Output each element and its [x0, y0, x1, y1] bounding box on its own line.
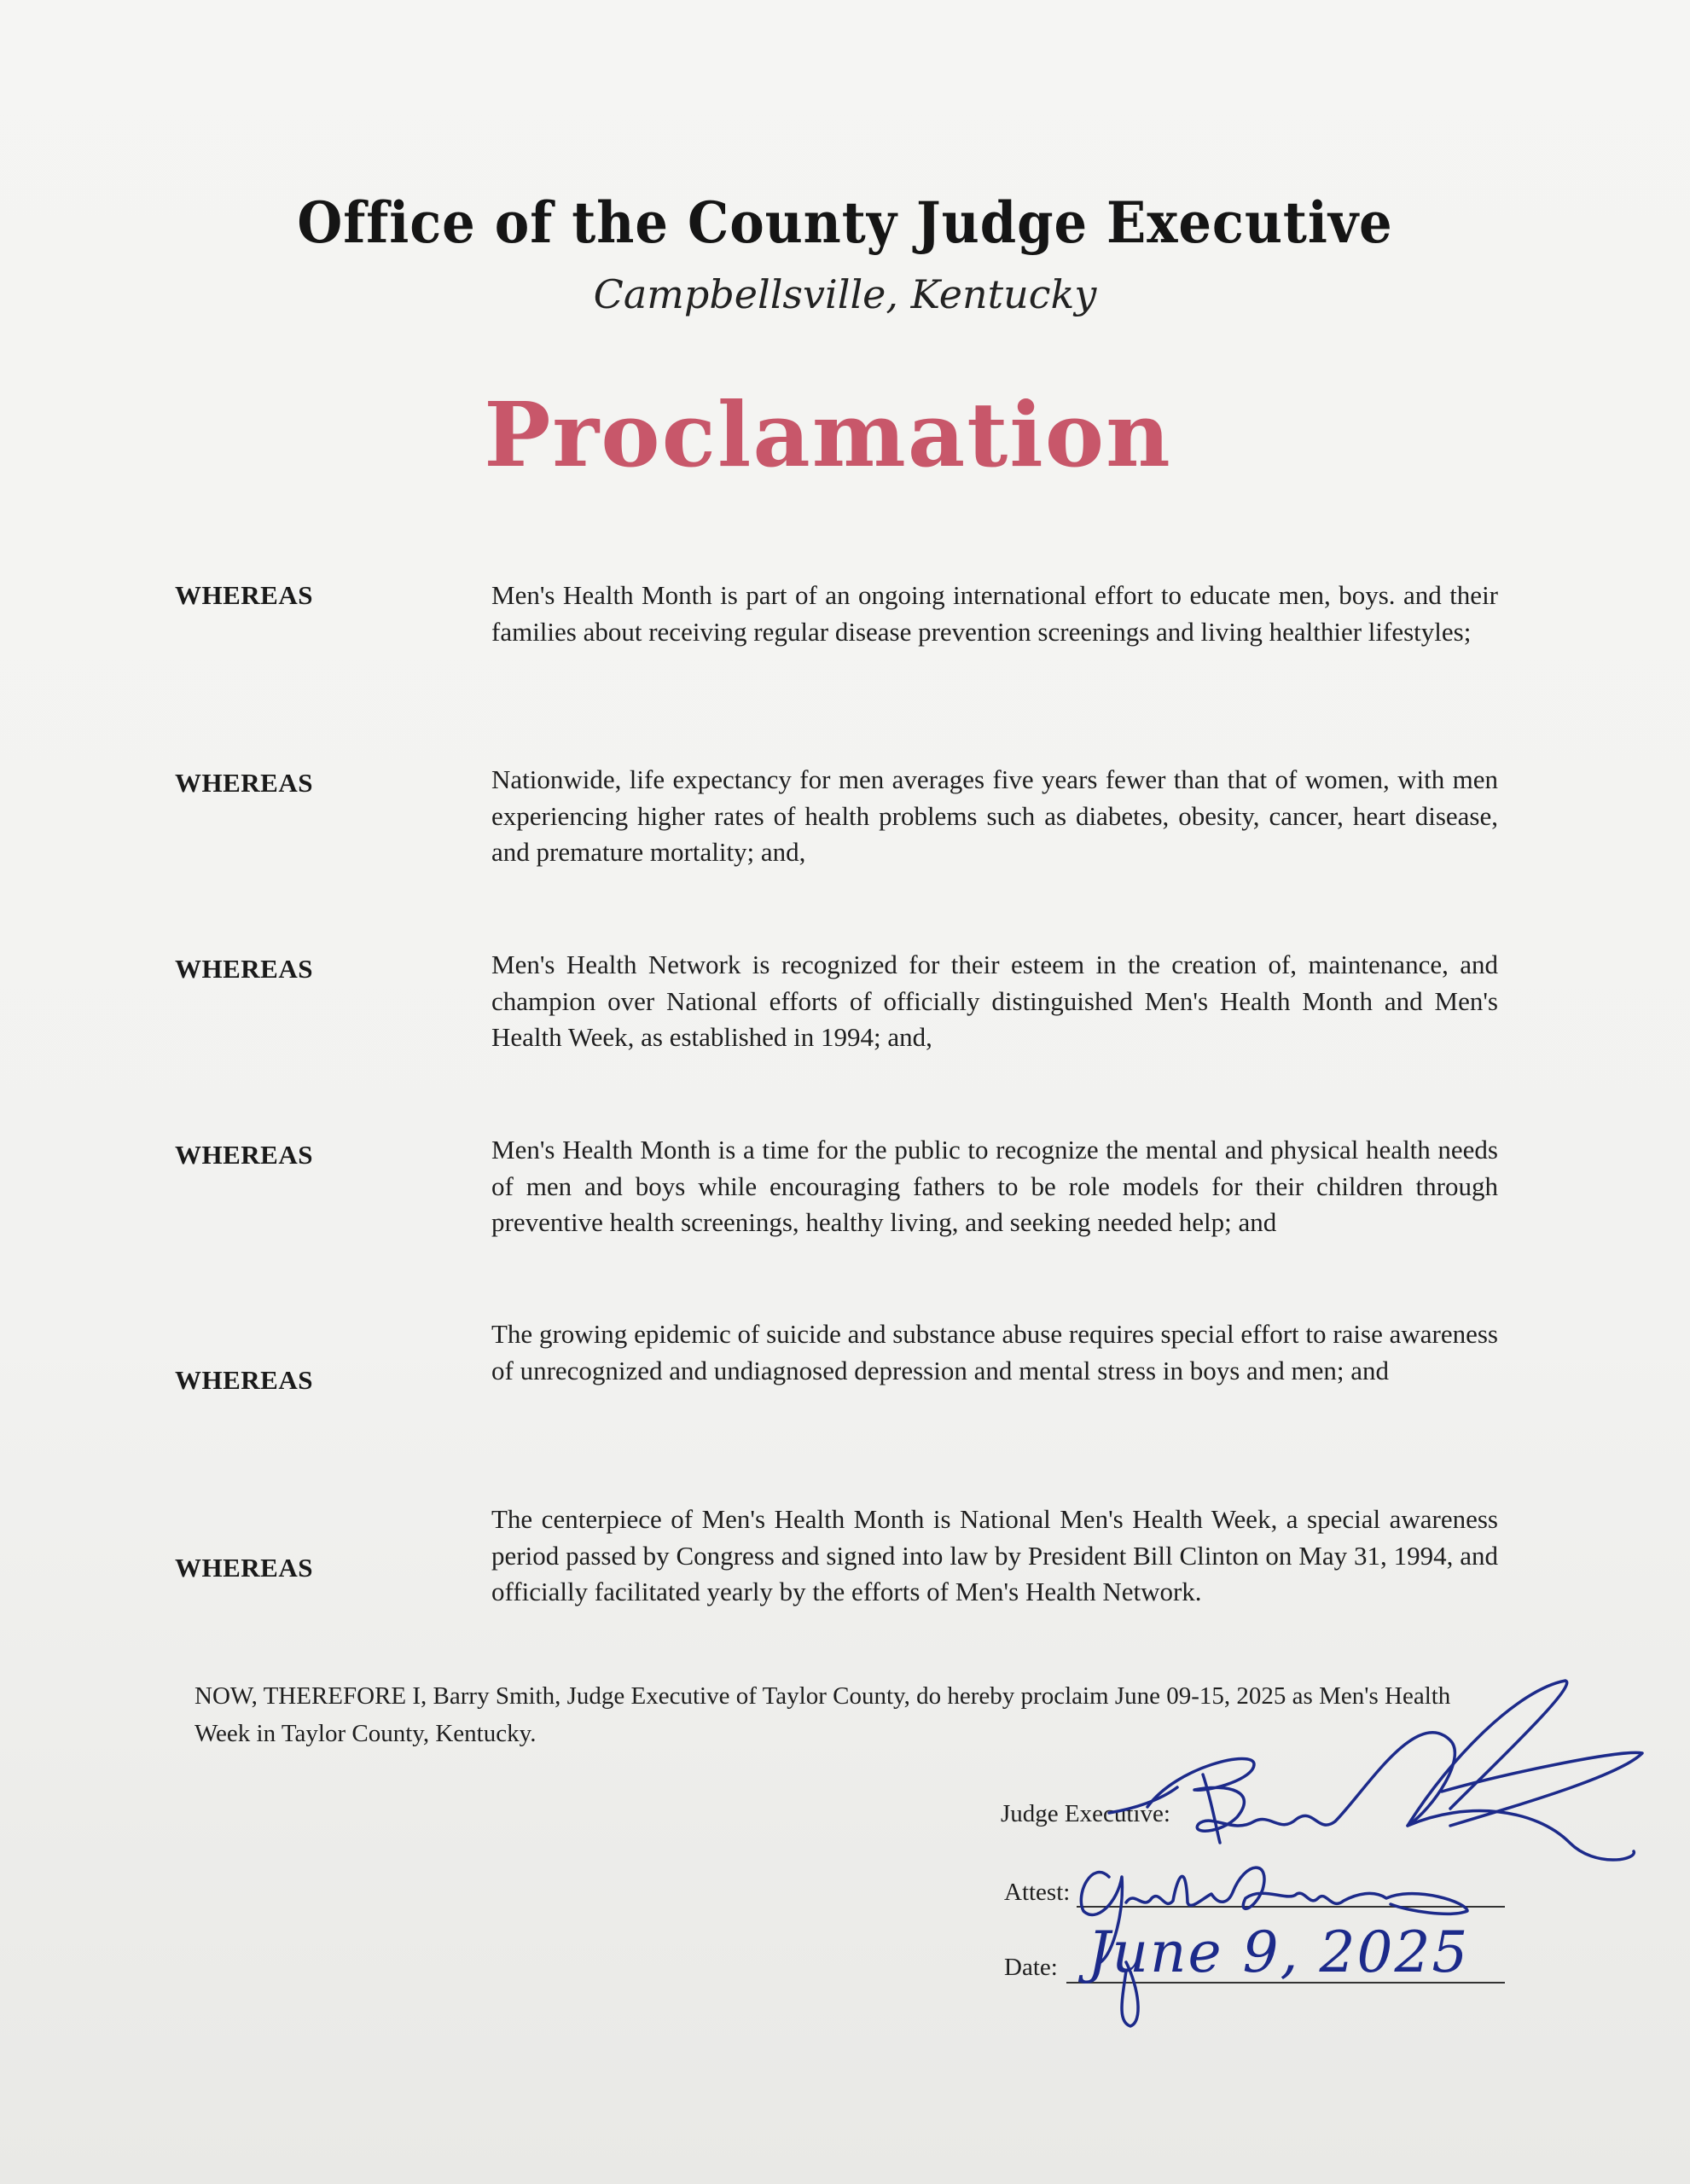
attest-signature-line	[1077, 1906, 1505, 1908]
whereas-text: The centerpiece of Men's Health Month is National Men's Health Week, a special awareness period passed by Congress and signed into law by President Bill Clinton on May 31, 1994, and officially facilitated yearly by the efforts of Men's Health Network.	[491, 1504, 1498, 1606]
therefore-paragraph: NOW, THEREFORE I, Barry Smith, Judge Executive of Taylor County, do hereby proclaim June 09-15, 2025 as Men's Health Week in Taylor County, Kentucky.	[195, 1682, 1451, 1747]
whereas-text: Nationwide, life expectancy for men averages five years fewer than that of women, with men experiencing higher rates of health problems such as diabetes, obesity, cancer, heart disease, and premature mortality; and,	[491, 764, 1498, 867]
whereas-label: WHEREAS	[175, 1365, 313, 1395]
whereas-text: The growing epidemic of suicide and substance abuse requires special effort to raise awareness of unrecognized and undiagnosed depression and mental stress in boys and men; and	[491, 1319, 1498, 1385]
handwritten-date: June 9, 2025	[1088, 1920, 1470, 1985]
office-location: Campbellsville, Kentucky	[593, 271, 1097, 317]
whereas-text: Men's Health Network is recognized for their esteem in the creation of, maintenance, and champion over National efforts of officially distinguished Men's Health Month and Men's Health Week, as established in 1994; and,	[491, 950, 1498, 1052]
office-title: Office of the County Judge Executive	[297, 189, 1393, 256]
whereas-text: Men's Health Month is a time for the public to recognize the mental and physical health needs of men and boys while encouraging fathers to be role models for their children through preventive health screenings, healthy living, and seeking needed help; and	[491, 1135, 1498, 1237]
whereas-label: WHEREAS	[175, 1140, 313, 1170]
whereas-label: WHEREAS	[175, 954, 313, 984]
attest-label: Attest:	[1004, 1879, 1071, 1906]
whereas-text: Men's Health Month is part of an ongoing international effort to educate men, boys. and their families about receiving regular disease prevention screenings and living healthier lifestyles;	[491, 580, 1498, 647]
whereas-label: WHEREAS	[175, 1553, 313, 1583]
whereas-label: WHEREAS	[175, 768, 313, 798]
whereas-label: WHEREAS	[175, 580, 313, 610]
date-label: Date:	[1004, 1954, 1058, 1981]
document-title: Proclamation	[484, 382, 1172, 487]
judge-executive-label: Judge Executive:	[1001, 1800, 1170, 1827]
